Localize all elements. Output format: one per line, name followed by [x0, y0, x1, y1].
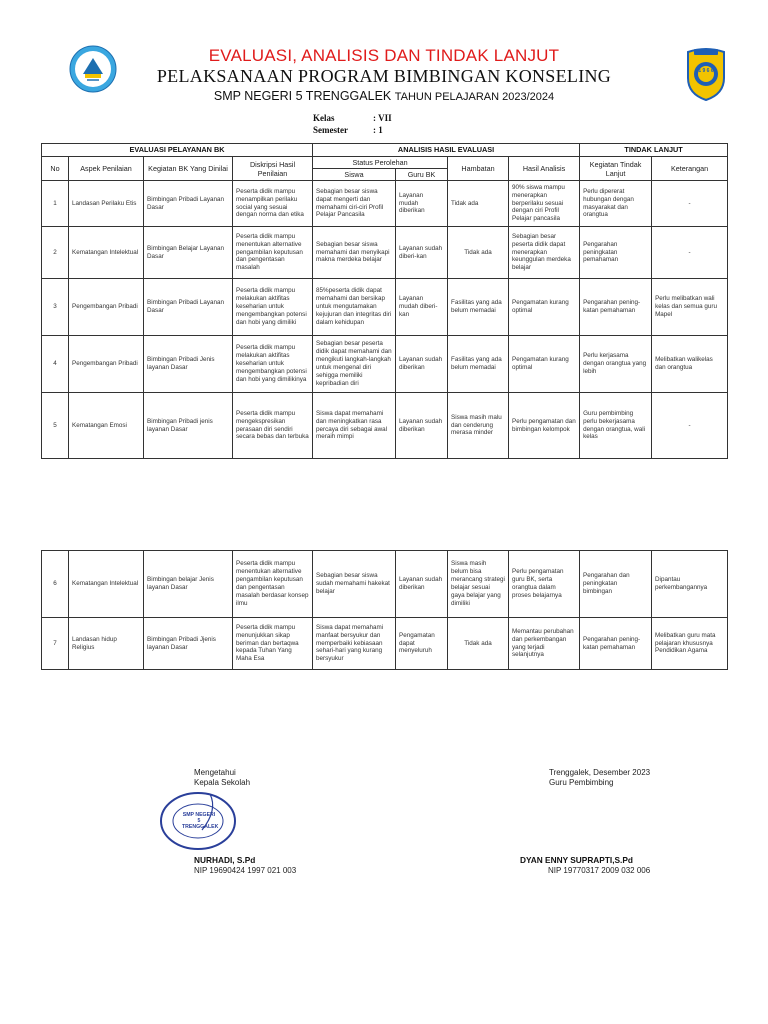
- cell-siswa: Sebagian besar siswa sudah memahami hakekat belajar: [313, 551, 396, 618]
- table-row: [42, 279, 728, 336]
- cell-siswa: Siswa dapat memahami dan meningkatkan rasa percaya diri sebagai awal meraih mimpi: [313, 393, 396, 459]
- header-siswa: Siswa: [313, 169, 396, 181]
- cell-keterangan: -: [652, 181, 728, 227]
- header-guru: Guru BK: [396, 169, 448, 181]
- stamp-text: SMP NEGERI 5 TRENGGALEK: [182, 812, 219, 831]
- cell-no: 6: [42, 551, 69, 618]
- cell-kegiatan-tl: Pengarahan peningkatan pemahaman: [580, 227, 652, 279]
- cell-kegiatan: Bimbingan Pribadi Layanan Dasar: [144, 279, 233, 336]
- cell-guru: Layanan sudah diberikan: [396, 551, 448, 618]
- signature-left-name: [194, 855, 296, 877]
- cell-hambatan: Tidak ada: [448, 181, 509, 227]
- header-hambatan: Hambatan: [448, 157, 509, 181]
- group-tindak-lanjut: TINDAK LANJUT: [580, 144, 728, 157]
- cell-guru: Layanan sudah diberi-kan: [396, 227, 448, 279]
- cell-siswa: Sebagian besar siswa dapat mengerti dan memahami ciri-ciri Profil Pelajar Pancasila: [313, 181, 396, 227]
- cell-siswa: Siswa dapat memahami manfaat bersyukur dan memperbaiki kebiasaan sehari-hari yang kurang bersyukur: [313, 618, 396, 670]
- group-evaluasi: EVALUASI PELAYANAN BK: [42, 144, 313, 157]
- cell-aspek: Pengembangan Pribadi: [69, 336, 144, 393]
- cell-hambatan: Fasilitas yang ada belum memadai: [448, 336, 509, 393]
- cell-keterangan: -: [652, 227, 728, 279]
- signature-right: [549, 768, 650, 789]
- header-kegiatan-tl: Kegiatan Tindak Lanjut: [580, 157, 652, 181]
- group-analisis: ANALISIS HASIL EVALUASI: [313, 144, 580, 157]
- sig-left-line2: Kepala Sekolah: [194, 778, 251, 788]
- table-row: [42, 181, 728, 227]
- cell-keterangan: Melibatkan walikelas dan orangtua: [652, 336, 728, 393]
- header-kegiatan: Kegiatan BK Yang Dinilai: [144, 157, 233, 181]
- header-keterangan: Keterangan: [652, 157, 728, 181]
- table-row: [42, 618, 728, 670]
- cell-no: 3: [42, 279, 69, 336]
- cell-kegiatan: Bimbingan Pribadi Jenis layanan Dasar: [144, 336, 233, 393]
- cell-diskripsi: Peserta didik mampu melakukan aktifitas keseharian untuk mengembangkan potensi dan hobi yang dimilikinya: [233, 336, 313, 393]
- right-logo-text: 1 9 6 6: [698, 68, 714, 74]
- cell-aspek: Kematangan Intelektual: [69, 551, 144, 618]
- sig-right-nip: NIP 19770317 2009 032 006: [548, 866, 651, 876]
- sig-left-name: NURHADI, S.Pd: [194, 855, 256, 865]
- school-stamp: [158, 790, 238, 852]
- cell-guru: Pengamatan dapat menyeluruh: [396, 618, 448, 670]
- table-row: [42, 393, 728, 459]
- cell-hambatan: Tidak ada: [448, 618, 509, 670]
- table-row: [42, 551, 728, 618]
- cell-diskripsi: Peserta didik mampu mengekspresikan perasaan diri sendiri secara bebas dan terbuka: [233, 393, 313, 459]
- cell-hambatan: Siswa masih belum bisa merancang strategi belajar sesuai gaya belajar yang dimiliki: [448, 551, 509, 618]
- header-no: No: [42, 157, 69, 181]
- cell-keterangan: Melibatkan guru mata pelajaran khususnya Pendidikan Agama: [652, 618, 728, 670]
- cell-guru: Layanan sudah diberikan: [396, 393, 448, 459]
- header-status: Status Perolehan: [313, 157, 448, 169]
- cell-hambatan: Siswa masih malu dan cenderung merasa minder: [448, 393, 509, 459]
- cell-keterangan: Perlu melibatkan wali kelas dan semua guru Mapel: [652, 279, 728, 336]
- cell-siswa: Sebagian besar siswa memahami dan menyikapi makna merdeka belajar: [313, 227, 396, 279]
- cell-guru: Layanan mudah diberikan: [396, 181, 448, 227]
- cell-hambatan: Fasilitas yang ada belum memadai: [448, 279, 509, 336]
- header-diskripsi: Diskripsi Hasil Penilaian: [233, 157, 313, 181]
- cell-siswa: 85%peserta didik dapat memahami dan bersikap untuk mengutamakan kejujuran dan integritas diri dalam kehidupan: [313, 279, 396, 336]
- cell-diskripsi: Peserta didik mampu menunjukkan sikap beriman dan bertaqwa kepada Tuhan Yang Maha Esa: [233, 618, 313, 670]
- cell-hasil: Perlu pengamatan dan bimbingan kelompok: [509, 393, 580, 459]
- cell-hasil: Pengamatan kurang optimal: [509, 336, 580, 393]
- sig-right-line1: Trenggalek, Desember 2023: [549, 768, 651, 777]
- cell-diskripsi: Peserta didik mampu menentukan alternative pengambilan keputusan dan pengentasan masalah: [233, 227, 313, 279]
- cell-no: 7: [42, 618, 69, 670]
- cell-kegiatan: Bimbingan Pribadi Layanan Dasar: [144, 181, 233, 227]
- cell-hasil: Perlu pengamatan guru BK, serta orangtua dalam proses belajarnya: [509, 551, 580, 618]
- cell-kegiatan: Bimbingan Belajar Layanan Dasar: [144, 227, 233, 279]
- cell-aspek: Landasan hidup Religius: [69, 618, 144, 670]
- cell-kegiatan-tl: Perlu dipererat hubungan dengan masyarakat dan orangtua: [580, 181, 652, 227]
- cell-no: 2: [42, 227, 69, 279]
- semester-line: [313, 125, 383, 135]
- cell-kegiatan-tl: Perlu kerjasama dengan orangtua yang lebih: [580, 336, 652, 393]
- cell-kegiatan-tl: Pengarahan pening-katan pemahaman: [580, 618, 652, 670]
- cell-no: 4: [42, 336, 69, 393]
- cell-guru: Layanan sudah diberikan: [396, 336, 448, 393]
- cell-aspek: Kematangan Intelektual: [69, 227, 144, 279]
- evaluation-table: [41, 143, 728, 459]
- cell-kegiatan-tl: Pengarahan pening-katan pemahaman: [580, 279, 652, 336]
- cell-aspek: Landasan Perilaku Etis: [69, 181, 144, 227]
- header-hasil: Hasil Analisis: [509, 157, 580, 181]
- sig-right-name: DYAN ENNY SUPRAPTI,S.Pd: [520, 855, 633, 865]
- cell-no: 1: [42, 181, 69, 227]
- cell-no: 5: [42, 393, 69, 459]
- cell-siswa: Sebagian besar peserta didik dapat memahami dan mengikuti langkah-langkah untuk mengenal diri sehigga memiliki kepribadian diri: [313, 336, 396, 393]
- sig-left-nip: NIP 19690424 1997 021 003: [194, 866, 297, 876]
- title-school: [0, 89, 768, 103]
- sig-right-line2: Guru Pembimbing: [549, 778, 614, 788]
- cell-hasil: Sebagian besar peserta didik dapat menerapkan keunggulan merdeka belajar: [509, 227, 580, 279]
- signature-right-name: [520, 855, 650, 877]
- cell-guru: Layanan mudah diberi-kan: [396, 279, 448, 336]
- cell-diskripsi: Peserta didik mampu melakukan aktifitas keseharian untuk mengembangkan potensi dan hobi yang dimiliki: [233, 279, 313, 336]
- title-red: EVALUASI, ANALISIS DAN TINDAK LANJUT: [208, 46, 560, 65]
- cell-diskripsi: Peserta didik mampu menampilkan perilaku social yang sesuai dengan norma dan etika: [233, 181, 313, 227]
- table-row: [42, 336, 728, 393]
- cell-kegiatan: Bimbingan Pribadi jenis layanan Dasar: [144, 393, 233, 459]
- sig-left-line1: Mengetahui: [194, 768, 236, 777]
- signature-left: [194, 768, 250, 789]
- kelas-value: : VII: [373, 113, 392, 123]
- kelas-label: Kelas: [313, 113, 335, 123]
- cell-keterangan: Dipantau perkembangannya: [652, 551, 728, 618]
- kelas-line: [313, 113, 392, 123]
- cell-kegiatan-tl: Pengarahan dan peningkatan bimbingan: [580, 551, 652, 618]
- cell-diskripsi: Peserta didik mampu menentukan alternative pengambilan keputusan dan pengentasan masalah berdasar konsep ilmu: [233, 551, 313, 618]
- cell-hasil: 90% siswa mampu menerapkan berperilaku sesuai dengan ciri Profil Pelajar pancasila: [509, 181, 580, 227]
- title-main: PELAKSANAAN PROGRAM BIMBINGAN KONSELING: [156, 66, 612, 86]
- cell-keterangan: -: [652, 393, 728, 459]
- cell-aspek: Pengembangan Pribadi: [69, 279, 144, 336]
- cell-kegiatan-tl: Guru pembimbing perlu bekerjasama dengan orangtua, wali kelas: [580, 393, 652, 459]
- evaluation-table-continued: [41, 550, 728, 670]
- table-row: [42, 227, 728, 279]
- academic-year: TAHUN PELAJARAN 2023/2024: [394, 91, 555, 103]
- cell-kegiatan: Bimbingan belajar Jenis layanan Dasar: [144, 551, 233, 618]
- cell-hasil: Memantau perubahan dan perkembangan yang terjadi selanjutnya: [509, 618, 580, 670]
- cell-aspek: Kematangan Emosi: [69, 393, 144, 459]
- semester-value: : 1: [373, 125, 383, 135]
- semester-label: Semester: [313, 125, 348, 135]
- cell-hambatan: Tidak ada: [448, 227, 509, 279]
- school-name: SMP NEGERI 5 TRENGGALEK: [213, 89, 392, 103]
- cell-hasil: Pengamatan kurang optimal: [509, 279, 580, 336]
- header-aspek: Aspek Penilaian: [69, 157, 144, 181]
- cell-kegiatan: Bimbingan Pribadi Jjenis layanan Dasar: [144, 618, 233, 670]
